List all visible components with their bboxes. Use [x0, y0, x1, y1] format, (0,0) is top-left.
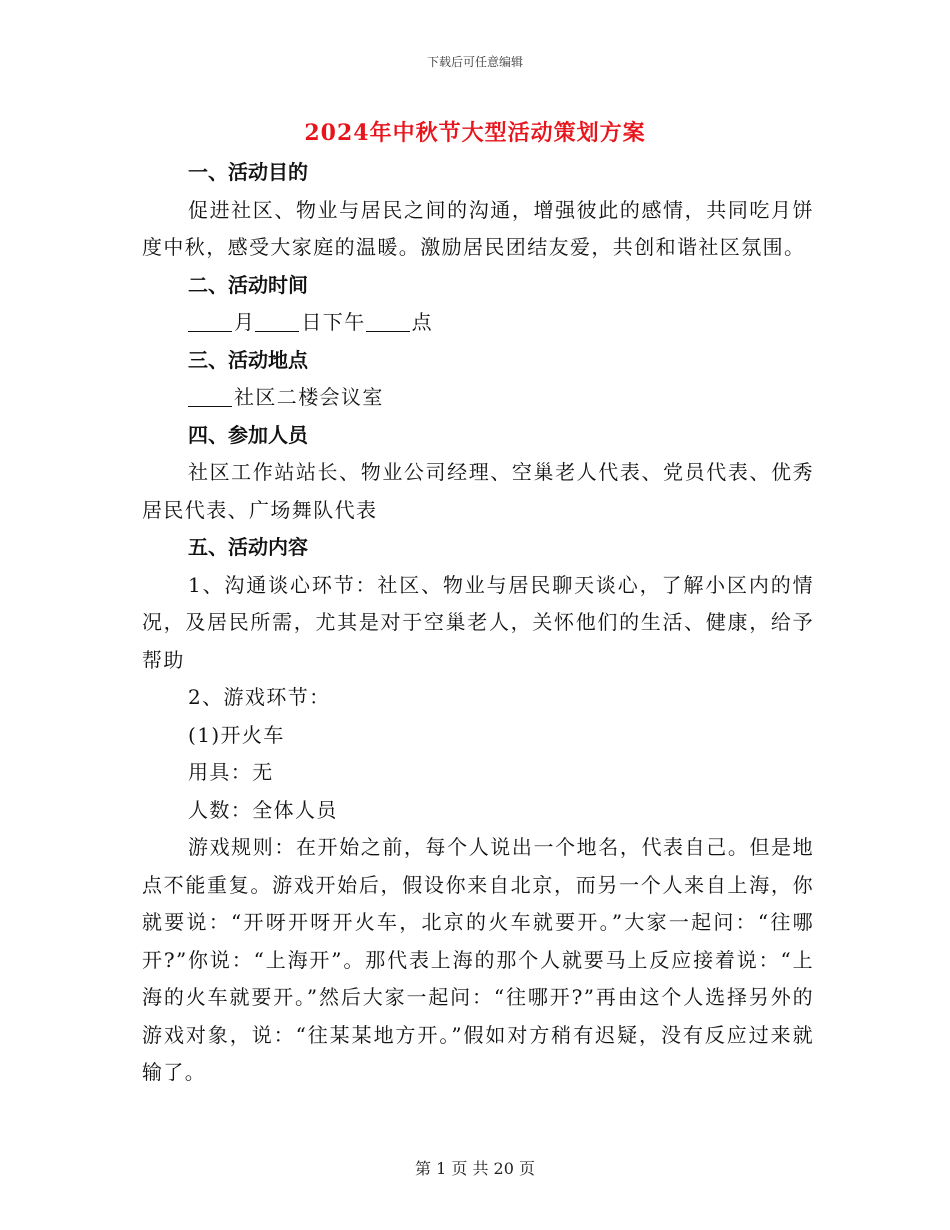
section-3-location	[142, 379, 814, 417]
section-5-item-1: 1、沟通谈心环节：社区、物业与居民聊天谈心，了解小区内的情况，及居民所需，尤其是对于空巢老人，关怀他们的生活、健康，给予帮助	[142, 572, 814, 672]
blank-month	[188, 311, 232, 332]
game-1-tools: 用具：无	[188, 760, 274, 784]
document-body	[142, 154, 814, 1092]
blank-location	[188, 386, 232, 407]
page-footer: 第 1 页 共 20 页	[415, 1159, 535, 1178]
header-note: 下载后可任意编辑	[426, 55, 523, 69]
time-month-label: 月	[234, 310, 256, 334]
game-1-rules: 游戏规则：在开始之前，每个人说出一个地名，代表自己。但是地点不能重复。游戏开始后，假设你来自北京，而另一个人来自上海，你就要说：“开呀开呀开火车，北京的火车就要开。”大家一起问：“往哪开?”你说：“上海开”。那代表上海的那个人就要马上反应接着说：“上海的火车就要开。”然后大家一起问：“往哪开?”再由这个人选择另外的游戏对象，说：“往某某地方开。”假如对方稍有迟疑，没有反应过来就输了。	[142, 835, 814, 1084]
section-5-title: 五、活动内容	[188, 535, 308, 559]
game-1-title: (1)开火车	[188, 722, 285, 747]
section-5-item-2: 2、游戏环节：	[188, 685, 331, 709]
blank-day	[255, 311, 299, 332]
section-2-title: 二、活动时间	[188, 272, 308, 297]
game-1-people: 人数：全体人员	[188, 797, 338, 822]
document-title: 2024年中秋节大型活动策划方案	[304, 120, 646, 146]
time-day-label: 日下午	[301, 310, 366, 334]
time-hour-label: 点	[411, 310, 434, 334]
section-2-time	[142, 304, 814, 342]
blank-hour	[366, 311, 410, 332]
section-4-title: 四、参加人员	[188, 422, 308, 447]
section-1-title: 一、活动目的	[188, 160, 308, 184]
location-text: 社区二楼会议室	[234, 385, 384, 409]
section-1-text: 促进社区、物业与居民之间的沟通，增强彼此的感情，共同吃月饼度中秋，感受大家庭的温暖。激励居民团结友爱，共创和谐社区氛围。	[142, 197, 814, 259]
section-4-text: 社区工作站站长、物业公司经理、空巢老人代表、党员代表、优秀居民代表、广场舞队代表	[142, 460, 814, 522]
section-3-title: 三、活动地点	[188, 347, 308, 372]
